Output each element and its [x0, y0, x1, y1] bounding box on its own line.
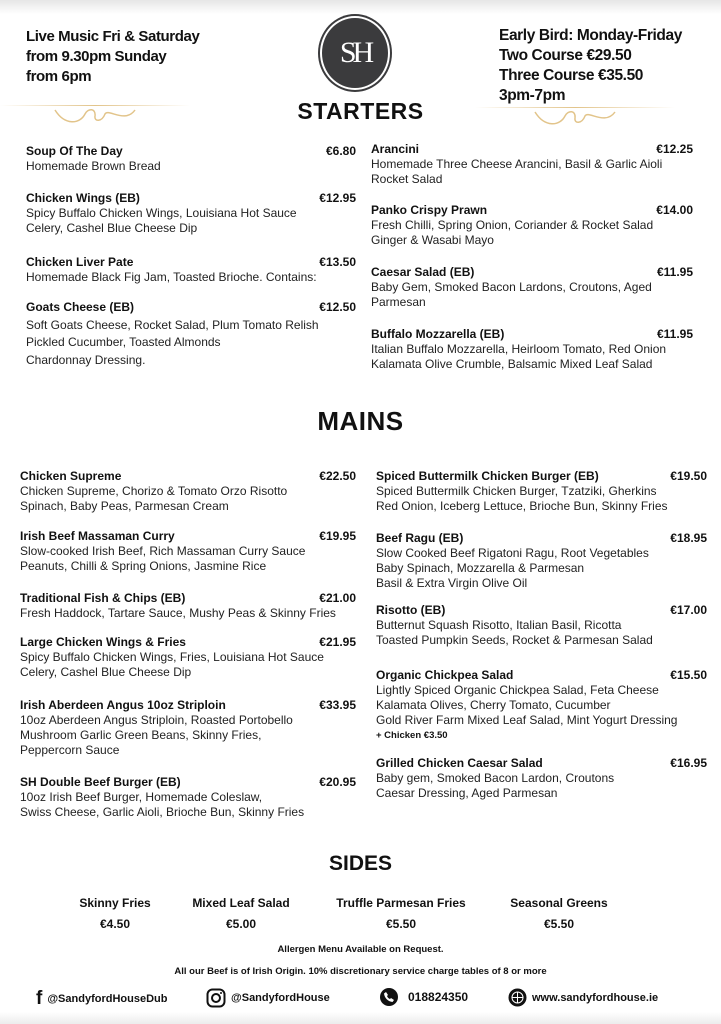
menu-item-description: Fresh Chilli, Spring Onion, Coriander & Rocket Salad — [371, 218, 654, 232]
menu-item-description: Celery, Cashel Blue Cheese Dip — [26, 221, 198, 235]
early-bird-line: Two Course €29.50 — [499, 47, 632, 64]
menu-item-header — [376, 603, 707, 618]
facebook-link[interactable] — [36, 988, 167, 1010]
menu-item-header — [376, 469, 707, 484]
menu-item-description: Spicy Buffalo Chicken Wings, Fries, Louisiana Hot Sauce — [20, 650, 324, 664]
menu-item-header — [20, 591, 356, 606]
bottom-shadow — [0, 1012, 721, 1024]
menu-item-price: €18.95 — [670, 531, 707, 545]
menu-item-header — [20, 635, 356, 650]
menu-item-description: Spicy Buffalo Chicken Wings, Louisiana Hot Sauce — [26, 206, 297, 220]
side-item-name: Mixed Leaf Salad — [192, 896, 290, 910]
website-link[interactable] — [508, 988, 658, 1007]
live-music-info — [26, 27, 199, 87]
menu-item-name: Organic Chickpea Salad — [376, 668, 514, 682]
menu-item-header — [371, 142, 693, 157]
menu-item-price: €17.00 — [670, 603, 707, 617]
menu-item-description: Homemade Three Cheese Arancini, Basil & Garlic Aioli — [371, 157, 663, 171]
phone-number: 018824350 — [408, 990, 469, 1004]
menu-item-description: Peppercorn Sauce — [20, 743, 120, 757]
menu-item-price: €11.95 — [656, 327, 693, 341]
menu-item-description: Slow Cooked Beef Rigatoni Ragu, Root Vegetables — [376, 546, 649, 560]
menu-item — [20, 635, 356, 680]
menu-item-header — [376, 756, 707, 771]
phone-icon — [380, 988, 398, 1006]
menu-item-price: €19.95 — [319, 529, 356, 543]
sh-logo — [320, 16, 390, 90]
menu-item-description: Basil & Extra Virgin Olive Oil — [376, 576, 528, 590]
menu-item-name: SH Double Beef Burger (EB) — [20, 775, 181, 789]
menu-item-description: Mushroom Garlic Green Beans, Skinny Fries, — [20, 728, 262, 742]
menu-item-description: Butternut Squash Risotto, Italian Basil, Ricotta — [376, 618, 622, 632]
menu-item-description: Fresh Haddock, Tartare Sauce, Mushy Peas & Skinny Fries — [20, 606, 336, 620]
menu-item-description: Kalamata Olives, Cherry Tomato, Cucumber — [376, 698, 611, 712]
menu-item-price: €16.95 — [670, 756, 707, 770]
menu-item-name: Chicken Supreme — [20, 469, 122, 483]
beef-origin-note: All our Beef is of Irish Origin. 10% discretionary service charge tables of 8 or more — [174, 966, 547, 977]
menu-item — [371, 327, 693, 372]
menu-item-description: Toasted Pumpkin Seeds, Rocket & Parmesan Salad — [376, 633, 653, 647]
menu-item-header — [20, 698, 356, 713]
instagram-icon — [206, 988, 226, 1008]
menu-item-header — [26, 255, 356, 270]
menu-item-header — [20, 469, 356, 484]
side-item-price: €5.50 — [543, 917, 575, 931]
menu-item-header — [371, 265, 693, 280]
menu-item-name: Buffalo Mozzarella (EB) — [371, 327, 505, 341]
live-music-line: Live Music Fri & Saturday — [26, 28, 200, 45]
side-item — [479, 896, 639, 931]
menu-item-name: Spiced Buttermilk Chicken Burger (EB) — [376, 469, 599, 483]
menu-item — [26, 191, 356, 236]
menu-item-header — [376, 531, 707, 546]
side-item-name: Skinny Fries — [79, 896, 151, 910]
menu-item-price: €21.95 — [319, 635, 356, 649]
menu-item — [20, 529, 356, 574]
phone-link[interactable] — [380, 988, 468, 1006]
menu-item — [371, 265, 693, 310]
menu-item-description: Baby gem, Smoked Bacon Lardon, Croutons — [376, 771, 615, 785]
menu-item-name: Irish Aberdeen Angus 10oz Striploin — [20, 698, 226, 712]
side-item-price: €5.50 — [385, 917, 417, 931]
menu-item-description: Chicken Supreme, Chorizo & Tomato Orzo Risotto — [20, 484, 288, 498]
menu-item-price: €22.50 — [319, 469, 356, 483]
menu-item-header — [26, 299, 356, 317]
menu-item-name: Large Chicken Wings & Fries — [20, 635, 186, 649]
facebook-handle: @SandyfordHouseDub — [47, 993, 168, 1005]
early-bird-info — [499, 26, 682, 106]
menu-item — [20, 591, 356, 621]
menu-item-price: €33.95 — [319, 698, 356, 712]
menu-item — [26, 299, 356, 369]
menu-item-description: Celery, Cashel Blue Cheese Dip — [20, 665, 192, 679]
menu-item — [20, 469, 356, 514]
menu-item-description: 10oz Irish Beef Burger, Homemade Coleslaw, — [20, 790, 263, 804]
menu-item-description: Gold River Farm Mixed Leaf Salad, Mint Yogurt Dressing — [376, 713, 678, 727]
menu-item-description: 10oz Aberdeen Angus Striploin, Roasted Portobello — [20, 713, 293, 727]
menu-item-name: Chicken Liver Pate — [26, 255, 134, 269]
early-bird-line: 3pm-7pm — [499, 87, 566, 104]
menu-item-description: Soft Goats Cheese, Rocket Salad, Plum Tomato Relish — [26, 317, 319, 332]
menu-item-header — [371, 203, 693, 218]
menu-item-name: Chicken Wings (EB) — [26, 191, 140, 205]
menu-item-description: Spinach, Baby Peas, Parmesan Cream — [20, 499, 229, 513]
menu-item — [376, 531, 707, 591]
menu-item-name: Traditional Fish & Chips (EB) — [20, 591, 186, 605]
menu-item-name: Beef Ragu (EB) — [376, 531, 464, 545]
mains-title: MAINS — [317, 406, 404, 436]
menu-item-description: Red Onion, Iceberg Lettuce, Brioche Bun, Skinny Fries — [376, 499, 668, 513]
menu-item — [26, 255, 356, 285]
menu-item — [376, 603, 707, 648]
side-item-price: €5.00 — [225, 917, 257, 931]
menu-item-price: €12.95 — [319, 191, 356, 205]
menu-item-description: Spiced Buttermilk Chicken Burger, Tzatziki, Gherkins — [376, 484, 657, 498]
menu-item-price: €12.50 — [319, 300, 356, 314]
menu-item-description: Caesar Dressing, Aged Parmesan — [376, 786, 558, 800]
menu-item-header — [371, 327, 693, 342]
menu-item-description: Lightly Spiced Organic Chickpea Salad, Feta Cheese — [376, 683, 659, 697]
menu-item — [376, 469, 707, 514]
menu-item-name: Arancini — [371, 142, 420, 156]
menu-item-price: €15.50 — [670, 668, 707, 682]
menu-item-name: Soup Of The Day — [26, 144, 123, 158]
sides-title: SIDES — [328, 852, 393, 875]
menu-item-name: Goats Cheese (EB) — [26, 300, 135, 314]
menu-item-description: Ginger & Wasabi Mayo — [371, 233, 494, 247]
menu-item — [376, 668, 707, 743]
menu-item-description: Homemade Black Fig Jam, Toasted Brioche. Contains: — [26, 270, 317, 284]
menu-item-header — [20, 775, 356, 790]
menu-item-addon: + Chicken €3.50 — [376, 730, 448, 741]
menu-item — [20, 698, 356, 758]
early-bird-line: Three Course €35.50 — [499, 67, 644, 84]
globe-icon — [508, 988, 527, 1007]
menu-item-description: Swiss Cheese, Garlic Aioli, Brioche Bun, Skinny Fries — [20, 805, 305, 819]
logo-text: SH — [339, 36, 371, 69]
side-item — [161, 896, 321, 931]
menu-item-description: Kalamata Olive Crumble, Balsamic Mixed Leaf Salad — [371, 357, 653, 371]
menu-item-price: €11.95 — [656, 265, 693, 279]
starters-title: STARTERS — [297, 98, 424, 124]
menu-item-name: Irish Beef Massaman Curry — [20, 529, 175, 543]
menu-item-description: Homemade Brown Bread — [26, 159, 161, 173]
menu-item-description: Chardonnay Dressing. — [26, 352, 146, 367]
side-item-name: Seasonal Greens — [510, 896, 608, 910]
menu-item-header — [20, 529, 356, 544]
menu-item-price: €12.25 — [656, 142, 693, 156]
side-item — [321, 896, 481, 931]
menu-item-description: Italian Buffalo Mozzarella, Heirloom Tomato, Red Onion — [371, 342, 667, 356]
live-music-line: from 6pm — [26, 68, 92, 85]
menu-item-price: €20.95 — [319, 775, 356, 789]
menu-item — [26, 144, 356, 174]
menu-item-price: €19.50 — [670, 469, 707, 483]
menu-item-description: Rocket Salad — [371, 172, 443, 186]
menu-item-name: Grilled Chicken Caesar Salad — [376, 756, 543, 770]
side-item-name: Truffle Parmesan Fries — [336, 896, 466, 910]
instagram-link[interactable] — [206, 988, 330, 1008]
menu-item — [376, 756, 707, 801]
menu-item-name: Panko Crispy Prawn — [371, 203, 488, 217]
menu-item-description: Parmesan — [371, 295, 426, 309]
facebook-icon: f — [36, 988, 43, 1009]
live-music-line: from 9.30pm Sunday — [26, 48, 167, 65]
instagram-handle: @SandyfordHouse — [231, 992, 330, 1004]
menu-item-name: Caesar Salad (EB) — [371, 265, 475, 279]
menu-item-header — [26, 144, 356, 159]
menu-item-description: Pickled Cucumber, Toasted Almonds — [26, 335, 221, 349]
menu-item-price: €21.00 — [319, 591, 356, 605]
side-item-price: €4.50 — [99, 917, 131, 931]
menu-item-price: €14.00 — [656, 203, 693, 217]
menu-item-header — [376, 668, 707, 683]
menu-item-description: Slow-cooked Irish Beef, Rich Massaman Curry Sauce — [20, 544, 306, 558]
menu-item — [371, 203, 693, 248]
menu-item-price: €6.80 — [325, 144, 356, 158]
menu-item-header — [26, 191, 356, 206]
website-url: www.sandyfordhouse.ie — [532, 991, 659, 1004]
menu-item-name: Risotto (EB) — [376, 603, 446, 617]
top-shadow — [0, 0, 721, 14]
menu-item-description: Baby Gem, Smoked Bacon Lardons, Croutons, Aged — [371, 280, 652, 294]
menu-item-price: €13.50 — [319, 255, 356, 269]
menu-item-description: Peanuts, Chilli & Spring Onions, Jasmine Rice — [20, 559, 267, 573]
menu-item-description: Baby Spinach, Mozzarella & Parmesan — [376, 561, 585, 575]
menu-item — [371, 142, 693, 187]
early-bird-line: Early Bird: Monday-Friday — [499, 27, 682, 44]
allergen-note: Allergen Menu Available on Request. — [277, 944, 444, 955]
menu-item — [20, 775, 356, 820]
